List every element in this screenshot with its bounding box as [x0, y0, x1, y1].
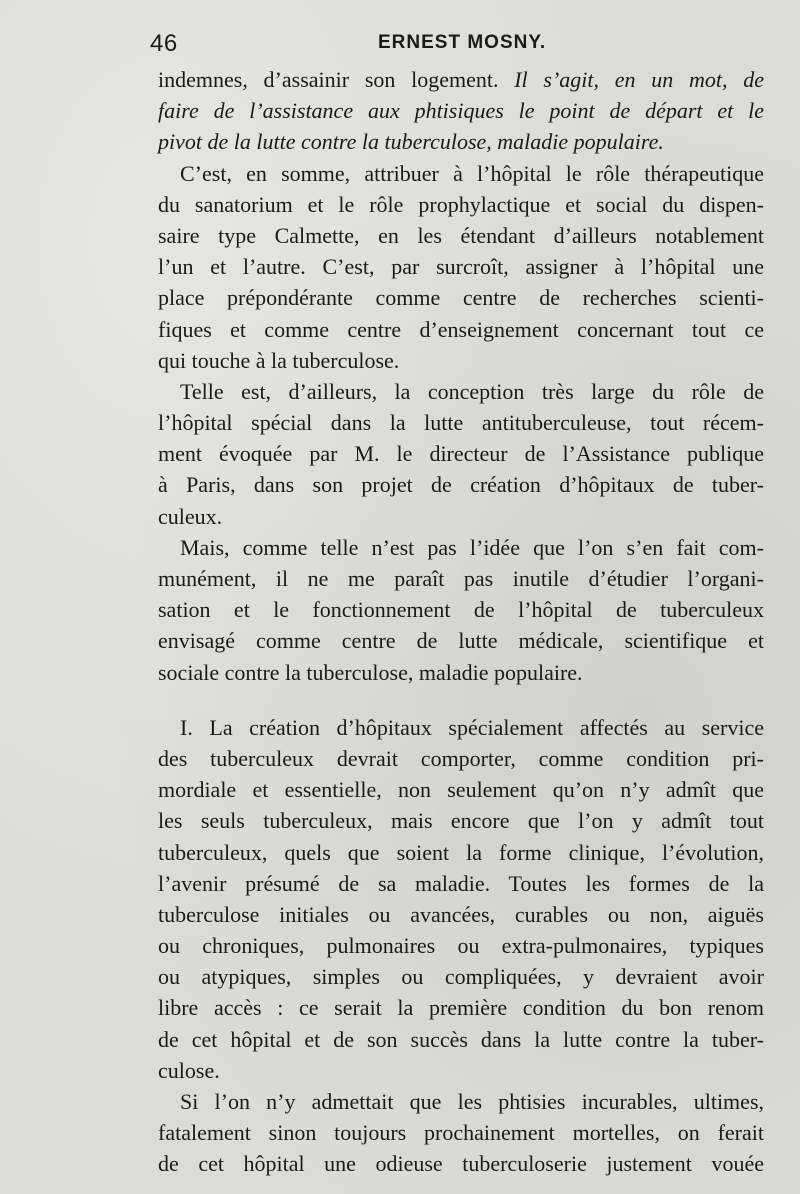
text-segment: tuberculose initiales ou avancées, curables ou non, aiguës — [158, 901, 764, 927]
text-line — [158, 594, 764, 625]
text-segment: les seuls tuberculeux, mais encore que l’on y admît tout — [158, 808, 764, 834]
text-line — [158, 1024, 764, 1055]
text-line — [158, 220, 764, 251]
text-segment: mordiale et essentielle, non seulement qu’on n’y admît que — [158, 777, 764, 803]
text-segment: fatalement sinon toujours prochainement mortelles, on ferait — [158, 1120, 764, 1146]
text-line — [158, 376, 764, 407]
text-segment: Si l’on n’y admettait que les phtisies incurables, ultimes, — [180, 1089, 764, 1114]
text-line — [158, 805, 764, 836]
text-segment: Telle est, d’ailleurs, la conception très large du rôle de — [180, 378, 764, 404]
text-line — [158, 314, 764, 345]
text-segment: l’hôpital spécial dans la lutte antituberculeuse, tout récem- — [158, 410, 764, 436]
text-line — [158, 868, 764, 899]
text-segment: culeux. — [158, 503, 223, 529]
text-line — [158, 95, 764, 126]
text-line — [158, 1148, 764, 1179]
text-segment: fiques et comme centre d’enseignement concernant tout ce — [158, 316, 764, 342]
text-segment: du sanatorium et le rôle prophylactique et social du dispen- — [158, 191, 764, 217]
text-segment: place prépondérante comme centre de recherches scienti- — [158, 285, 764, 311]
text-segment: culose. — [158, 1057, 220, 1083]
text-segment: munément, il ne me paraît pas inutile d’étudier l’organi- — [158, 566, 764, 591]
text-segment: indemnes, d’assainir son logement. — [158, 67, 515, 92]
text-segment: l’un et l’autre. C’est, par surcroît, assigner à l’hôpital une — [158, 254, 764, 280]
text-segment: des tuberculeux devrait comporter, comme condition pri- — [158, 745, 764, 771]
text-line — [158, 1086, 764, 1117]
text-segment: de cet hôpital et de son succès dans la lutte contre la tuber- — [158, 1026, 764, 1052]
text-segment: C’est, en somme, attribuer à l’hôpital le rôle thérapeutique — [180, 160, 764, 186]
text-segment: ment évoquée par M. le directeur de l’Assistance publique — [158, 441, 764, 467]
text-segment: Mais, comme telle n’est pas l’idée que l’on s’en fait com- — [180, 534, 764, 560]
text-segment: tuberculeux, quels que soient la forme clinique, l’évolution, — [158, 839, 764, 865]
text-line — [158, 625, 764, 656]
italic-text-segment: faire de l’assistance aux phtisiques le point de départ et le — [158, 98, 764, 124]
text-line — [158, 712, 764, 743]
italic-text-segment: Il s’agit, en un mot, de — [514, 67, 764, 92]
italic-text-segment: pivot de la lutte contre la tuberculose, maladie populaire. — [158, 129, 664, 155]
text-line — [158, 407, 764, 438]
text-line — [158, 158, 764, 189]
text-line — [158, 774, 764, 805]
text-line — [158, 501, 764, 532]
text-line — [158, 469, 764, 500]
body-text — [158, 64, 764, 1180]
text-line — [158, 961, 764, 992]
text-segment: saire type Calmette, en les étendant d’ailleurs notablement — [158, 222, 764, 248]
text-line — [158, 1055, 764, 1086]
text-segment: sation et le fonctionnement de l’hôpital de tuberculeux — [158, 597, 764, 623]
text-segment: ou atypiques, simples ou compliquées, y devraient avoir — [158, 964, 764, 990]
text-line — [158, 992, 764, 1023]
running-title: ERNEST MOSNY. — [378, 32, 547, 53]
text-line — [158, 532, 764, 563]
text-line — [158, 837, 764, 868]
text-line — [158, 743, 764, 774]
text-segment: libre accès : ce serait la première condition du bon renom — [158, 995, 764, 1021]
page-header — [0, 30, 800, 60]
text-segment: ou chroniques, pulmonaires ou extra-pulmonaires, typiques — [158, 933, 764, 959]
text-line — [158, 1117, 764, 1148]
text-segment: à Paris, dans son projet de création d’hôpitaux de tuber- — [158, 472, 764, 498]
section-gap — [158, 688, 764, 712]
text-line — [158, 657, 764, 688]
text-line — [158, 563, 764, 594]
text-line — [158, 282, 764, 313]
text-segment: de cet hôpital une odieuse tuberculoserie justement vouée — [158, 1151, 764, 1177]
text-line — [158, 251, 764, 282]
text-segment: I. La création d’hôpitaux spécialement affectés au service — [180, 714, 764, 740]
text-segment: sociale contre la tuberculose, maladie populaire. — [158, 659, 583, 685]
text-line — [158, 189, 764, 220]
text-line — [158, 930, 764, 961]
text-segment: l’avenir présumé de sa maladie. Toutes les formes de la — [158, 870, 764, 896]
text-line — [158, 345, 764, 376]
text-line — [158, 64, 764, 95]
text-line — [158, 438, 764, 469]
text-segment: qui touche à la tuberculose. — [158, 347, 400, 373]
page-number: 46 — [150, 30, 178, 57]
text-line — [158, 126, 764, 157]
text-segment: envisagé comme centre de lutte médicale, scientifique et — [158, 628, 764, 654]
text-line — [158, 899, 764, 930]
